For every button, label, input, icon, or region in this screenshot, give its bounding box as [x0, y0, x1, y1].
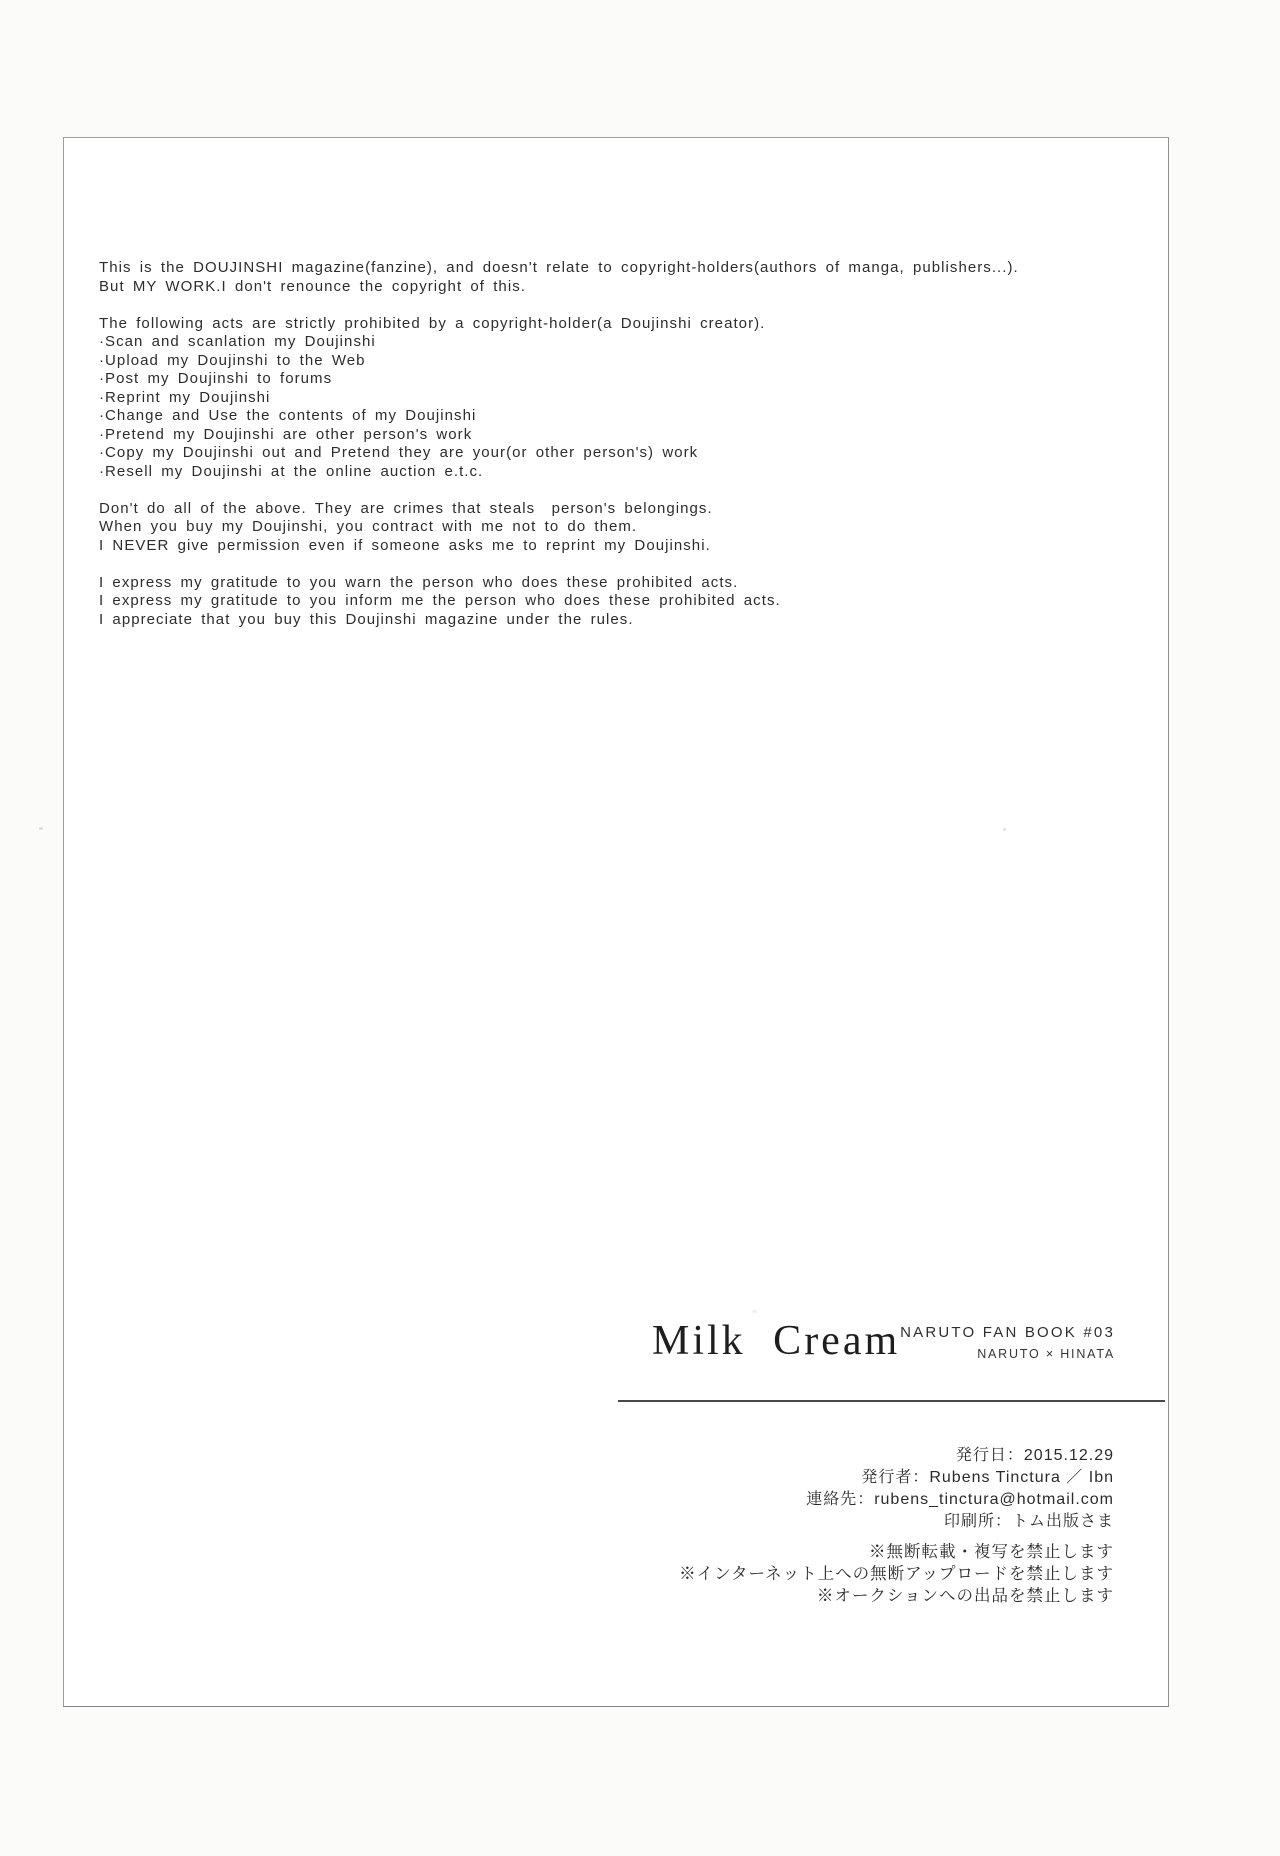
prohibited-act-line: ·Change and Use the contents of my Doujinshi [99, 407, 477, 424]
warning-line: When you buy my Doujinshi, you contract with me not to do them. [99, 518, 638, 535]
prohibited-act-line: ·Resell my Doujinshi at the online auction e.t.c. [99, 462, 484, 480]
prohibited-act-line: ·Post my Doujinshi to forums [99, 370, 333, 387]
scan-speck [39, 827, 43, 830]
publication-line: 発行者：Rubens Tinctura ／ Ibn [861, 1469, 1114, 1486]
scan-speck [752, 1310, 757, 1313]
prohibited-act-line: ·Scan and scanlation my Doujinshi [99, 333, 376, 350]
publication-info [806, 1445, 1114, 1533]
warning-line: I NEVER give permission even if someone asks me to reprint my Doujinshi. [99, 536, 711, 554]
doujinshi-colophon-sheet [63, 137, 1169, 1707]
gratitude-line: I express my gratitude to you inform me the person who does these prohibited acts. [99, 592, 781, 609]
notice-line: But MY WORK.I don't renounce the copyright of this. [99, 277, 526, 295]
gratitude-line: I appreciate that you buy this Doujinshi magazine under the rules. [99, 610, 634, 628]
series-label: NARUTO FAN BOOK #03 [900, 1324, 1115, 1341]
restriction-line: ※無断転載・複写を禁止します [869, 1543, 1114, 1561]
pairing-label: NARUTO × HINATA [977, 1347, 1115, 1361]
notice-paragraph-warning [99, 500, 1149, 556]
warning-line: Don't do all of the above. They are crimes that steals person's belongings. [99, 499, 713, 517]
restriction-line: ※インターネット上への無断アップロードを禁止します [679, 1565, 1114, 1583]
prohibited-act-line: ·Upload my Doujinshi to the Web [99, 351, 366, 369]
notice-paragraph-gratitude [99, 574, 1149, 630]
copyright-notice [99, 259, 1149, 629]
notice-line: This is the DOUJINSHI magazine(fanzine), and doesn't relate to copyright-holders(authors of manga, publishers...). [99, 259, 1019, 276]
publication-line: 連絡先：rubens_tinctura@hotmail.com [806, 1491, 1114, 1508]
publication-line: 発行日：2015.12.29 [955, 1447, 1114, 1464]
restriction-notes [679, 1541, 1114, 1607]
prohibited-act-line: ·Reprint my Doujinshi [99, 388, 271, 406]
publication-line: 印刷所：トム出版さま [943, 1513, 1114, 1530]
notice-paragraph-intro [99, 259, 1149, 296]
scan-speck [1003, 828, 1006, 831]
prohibited-act-line: ·Pretend my Doujinshi are other person's work [99, 425, 473, 443]
gratitude-line: I express my gratitude to you warn the person who does these prohibited acts. [99, 573, 739, 591]
colophon-divider-rule [618, 1400, 1165, 1402]
book-title: Milk Cream [652, 1318, 901, 1364]
restriction-line: ※オークションへの出品を禁止します [816, 1587, 1114, 1605]
notice-paragraph-prohibited-acts [99, 315, 1149, 482]
prohibited-act-line: The following acts are strictly prohibited by a copyright-holder(a Doujinshi creator). [99, 314, 766, 332]
prohibited-act-line: ·Copy my Doujinshi out and Pretend they are your(or other person's) work [99, 444, 699, 461]
